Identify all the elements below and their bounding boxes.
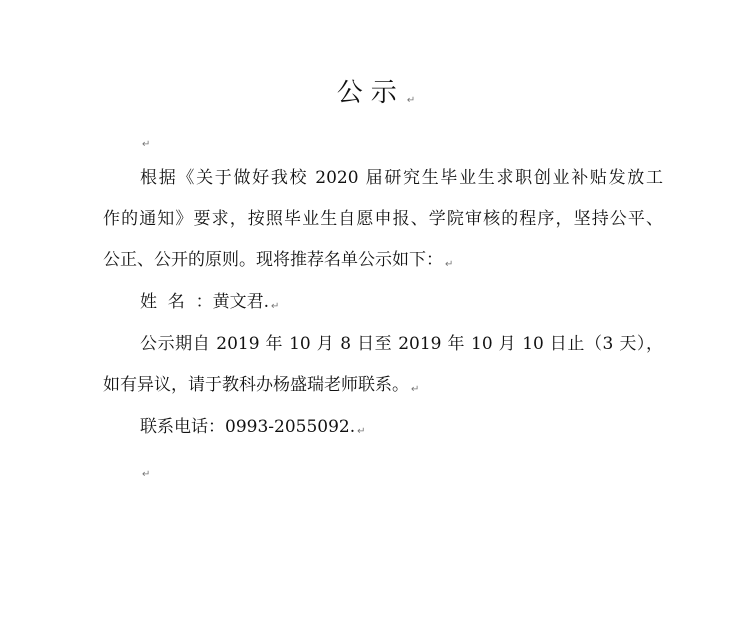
body-paragraph-line: 作的通知》要求，按照毕业生自愿申报、学院审核的程序，坚持公平、: [103, 209, 663, 229]
page-title: [0, 76, 752, 118]
body-paragraph-line: [103, 246, 663, 279]
name-text: 姓 名 ：黄文君.: [140, 292, 270, 312]
empty-paragraph: [140, 126, 663, 159]
paragraph-mark-icon: ↵: [406, 95, 416, 106]
period-line: 公示期自 2019 年 10 月 8 日至 2019 年 10 月 10 日止（3 天），: [140, 334, 663, 354]
paragraph-mark-icon: ↵: [411, 384, 420, 395]
title-text: 公示: [336, 78, 405, 108]
body-text: 公正、公开的原则。现将推荐名单公示如下：: [103, 250, 443, 270]
empty-paragraph: [140, 456, 663, 489]
paragraph-mark-icon: ↵: [142, 469, 151, 480]
paragraph-mark-icon: ↵: [357, 426, 366, 437]
phone-line: [140, 413, 663, 446]
paragraph-mark-icon: ↵: [271, 301, 280, 312]
period-text: 如有异议，请于教科办杨盛瑞老师联系。: [103, 375, 409, 395]
name-line: [140, 288, 663, 321]
paragraph-mark-icon: ↵: [445, 259, 454, 270]
period-line: [103, 371, 663, 404]
phone-text: 联系电话：0993-2055092.: [140, 417, 356, 437]
paragraph-mark-icon: ↵: [142, 139, 151, 150]
body-paragraph-line: 根据《关于做好我校 2020 届研究生毕业生求职创业补贴发放工: [140, 168, 663, 188]
